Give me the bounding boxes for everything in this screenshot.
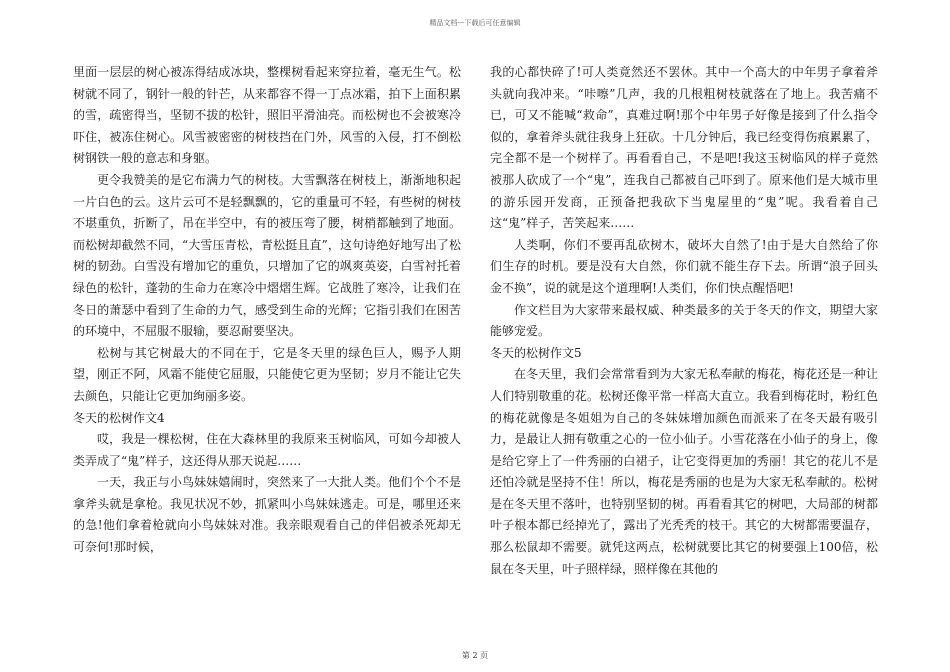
- page-number: 第 2 页: [461, 651, 489, 660]
- paragraph: 更令我赞美的是它布满力气的树枝。大雪飘落在树枝上，渐渐地积起一片白色的云。这片云可不是轻飘飘的，它的重量可不轻，有些树的树枝不堪重负，折断了，吊在半空中，有的被压弯了腰，树梢都触到了地面。而松树却截然不同，“大雪压青松，青松挺且直”，这句诗绝好地写出了松树的韧劲。白雪没有增加它的重负，只增加了它的飒爽英姿，白雪衬托着绿色的松针，蓬勃的生命力在寒冷中熠熠生辉。它战胜了寒冷，让我们在冬日的萧瑟中看到了生命的力气，感受到生命的光辉；它指引我们在困苦的环境中，不屈服不服输，要忍耐要坚决。: [73, 172, 461, 339]
- page-header: 精品文档---下载后可任意编辑: [429, 19, 521, 27]
- paragraph: 作文栏目为大家带来最权威、种类最多的关于冬天的作文，期望大家能够宠爱。: [490, 302, 878, 339]
- right-column: [490, 62, 878, 580]
- paragraph: 里面一层层的树心被冻得结成冰块，整棵树看起来穿拉着，毫无生气。松树就不同了，钢针一般的针芒，从来都容不得一丁点冰霜，拍下上面积累的雪，疏密得当，坚韧不拔的松针，照旧平滑油亮。而松树也不会被寒冷吓住，被冻住树心。风雪被密密的树枝挡在门外，风雪的入侵，打不倒松树钢铁一般的意志和身躯。: [73, 65, 461, 166]
- paragraph: 哎，我是一棵松树，住在大森林里的我原来玉树临风，可如今却被人类弄成了“鬼”样子，这还得从那天说起……: [73, 432, 461, 468]
- paragraph: 在冬天里，我们会常常看到为大家无私奉献的梅花，梅花还是一种让人们特别敬重的花。松树还像平常一样高大直立。我看到梅花时，粉红色的梅花就像是冬姐姐为自己的冬妹妹增加颜色而派来了在冬天最有吸引力，是最让人拥有敬重之心的一位小仙子。小雪花落在小仙子的身上，像是给它穿上了一件秀丽的白裙子，让它变得更加的秀丽！其它的花儿不是还怕冷就是坚持不住！所以，梅花是秀丽的也是为大家无私奉献的。松树是在冬天里不落叶，也特别坚韧的树。再看看其它的树吧，大局部的树都叶子根本都已经掉光了，露出了光秃秃的枝干。其它的大树都需要温存，那么松鼠却不需要。就凭这两点，松树就要比其它的树要强上100倍，松鼠在冬天里，叶子照样绿，照样像在其他的: [490, 367, 878, 576]
- left-column: [73, 62, 461, 559]
- paragraph: 松树与其它树最大的不同在于，它是冬天里的绿色巨人，赐予人期望，刚正不阿，风霜不能使它屈服，只能使它更为坚韧；岁月不能让它失去颜色，只能让它更加绚丽多姿。: [73, 345, 461, 403]
- essay-title: 冬天的松树作文5: [490, 345, 582, 360]
- paragraph: 一天，我正与小鸟妹妹嬉闹时，突然来了一大批人类。他们个个不是拿斧头就是拿枪。我见状况不妙，抓紧叫小鸟妹妹逃走。可是，哪里还来的急!他们拿着枪就向小鸟妹妹对准。我亲眼观看自己的伴侣被杀死却无可奈何!那时候，: [73, 475, 461, 555]
- paragraph: 我的心都快碎了!可人类竟然还不罢休。其中一个高大的中年男子拿着斧头就向我冲来。“咔嚓”几声，我的几根粗树枝就落在了地上。我苦痛不已，可又不能喊“救命”，真难过啊!那个中年男子好像是接到了什么指令似的，拿着斧头就往我身上狂砍。十几分钟后，我已经变得伤痕累累了，完全都不是一个树样了。再看看自己，不是吧!我这玉树临风的样子竟然被那人砍成了一个“鬼”，连我自己都被自己吓到了。原来他们是大城市里的游乐园开发商，正预备把我砍下当鬼屋里的“鬼”呢。我看着自己这“鬼”样子，苦笑起来……: [490, 65, 878, 231]
- essay-title: 冬天的松树作文4: [73, 410, 165, 425]
- paragraph: 人类啊，你们不要再乱砍树木，破坏大自然了!由于是大自然给了你们生存的时机。要是没有大自然，你们就不能生存下去。所谓“浪子回头金不换”，说的就是这个道理啊!人类们，你们快点醒悟吧!: [490, 237, 878, 295]
